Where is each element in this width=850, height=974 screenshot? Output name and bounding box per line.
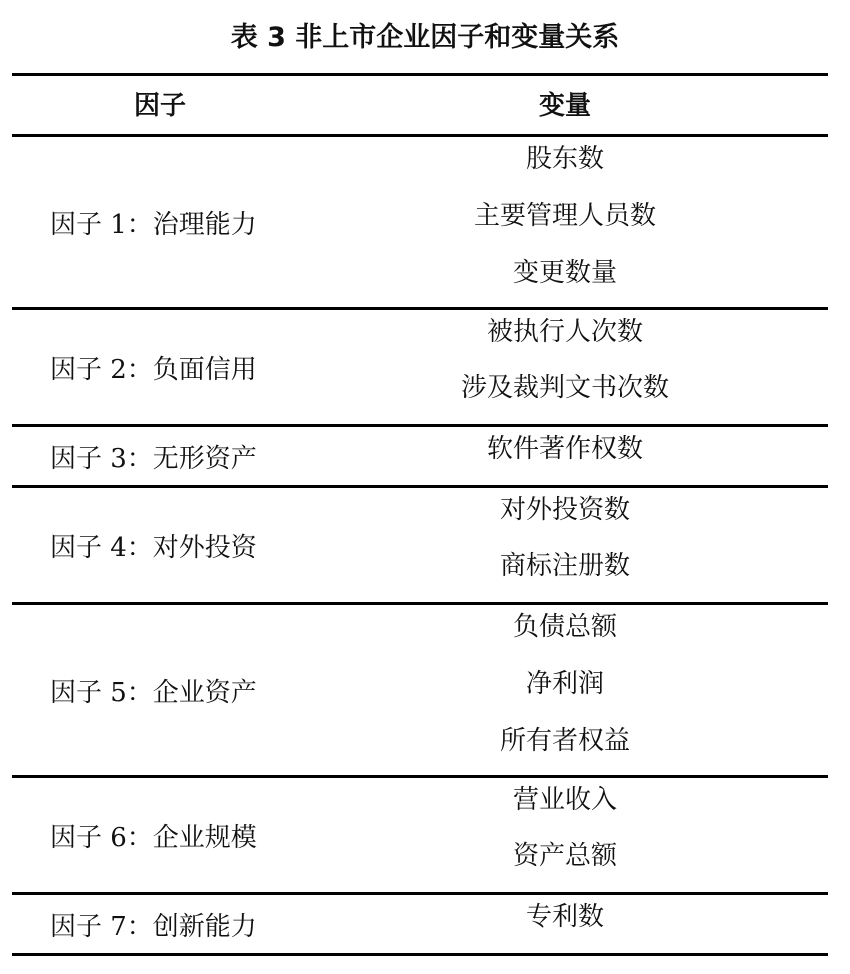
table-row: [12, 778, 828, 892]
variable-item: 商标注册数: [499, 551, 630, 581]
variable-item: 所有者权益: [499, 726, 630, 756]
variable-item: 对外投资数: [499, 495, 630, 525]
factor-cell: 因子 2：负面信用: [50, 354, 257, 385]
variable-item: 涉及裁判文书次数: [460, 373, 669, 403]
table-row: [12, 310, 828, 424]
factor-cell: 因子 7：创新能力: [50, 911, 257, 942]
table-row: [12, 137, 828, 307]
variable-item: 股东数: [525, 144, 604, 174]
factor-cell: 因子 4：对外投资: [50, 532, 257, 563]
table-row: [12, 488, 828, 602]
header-variable: 变量: [538, 91, 591, 121]
factor-cell: 因子 1：治理能力: [50, 209, 257, 240]
variable-item: 被执行人次数: [486, 317, 643, 347]
variable-item: 资产总额: [512, 841, 617, 871]
table-row: [12, 895, 828, 953]
variable-cell: [400, 895, 730, 953]
top-rule: [12, 73, 828, 76]
variable-item: 变更数量: [512, 258, 617, 288]
table-row: [12, 605, 828, 775]
factor-cell: 因子 3：无形资产: [50, 443, 257, 474]
variable-item: 负债总额: [512, 612, 617, 642]
bottom-rule: [12, 953, 828, 956]
variable-item: 主要管理人员数: [473, 201, 656, 231]
variable-cell: [400, 427, 730, 485]
header-factor: 因子: [133, 91, 186, 121]
variable-cell: [400, 310, 730, 424]
variable-cell: [400, 605, 730, 775]
variable-item: 净利润: [525, 669, 604, 699]
variable-cell: [400, 778, 730, 892]
table-title: 表 3 非上市企业因子和变量关系: [230, 22, 620, 53]
variable-item: 营业收入: [512, 785, 617, 815]
variable-item: 专利数: [525, 902, 604, 932]
factor-cell: 因子 5：企业资产: [50, 677, 257, 708]
table-row: [12, 427, 828, 485]
factor-cell: 因子 6：企业规模: [50, 822, 257, 853]
variable-cell: [400, 137, 730, 307]
variable-cell: [400, 488, 730, 602]
variable-item: 软件著作权数: [486, 434, 643, 464]
